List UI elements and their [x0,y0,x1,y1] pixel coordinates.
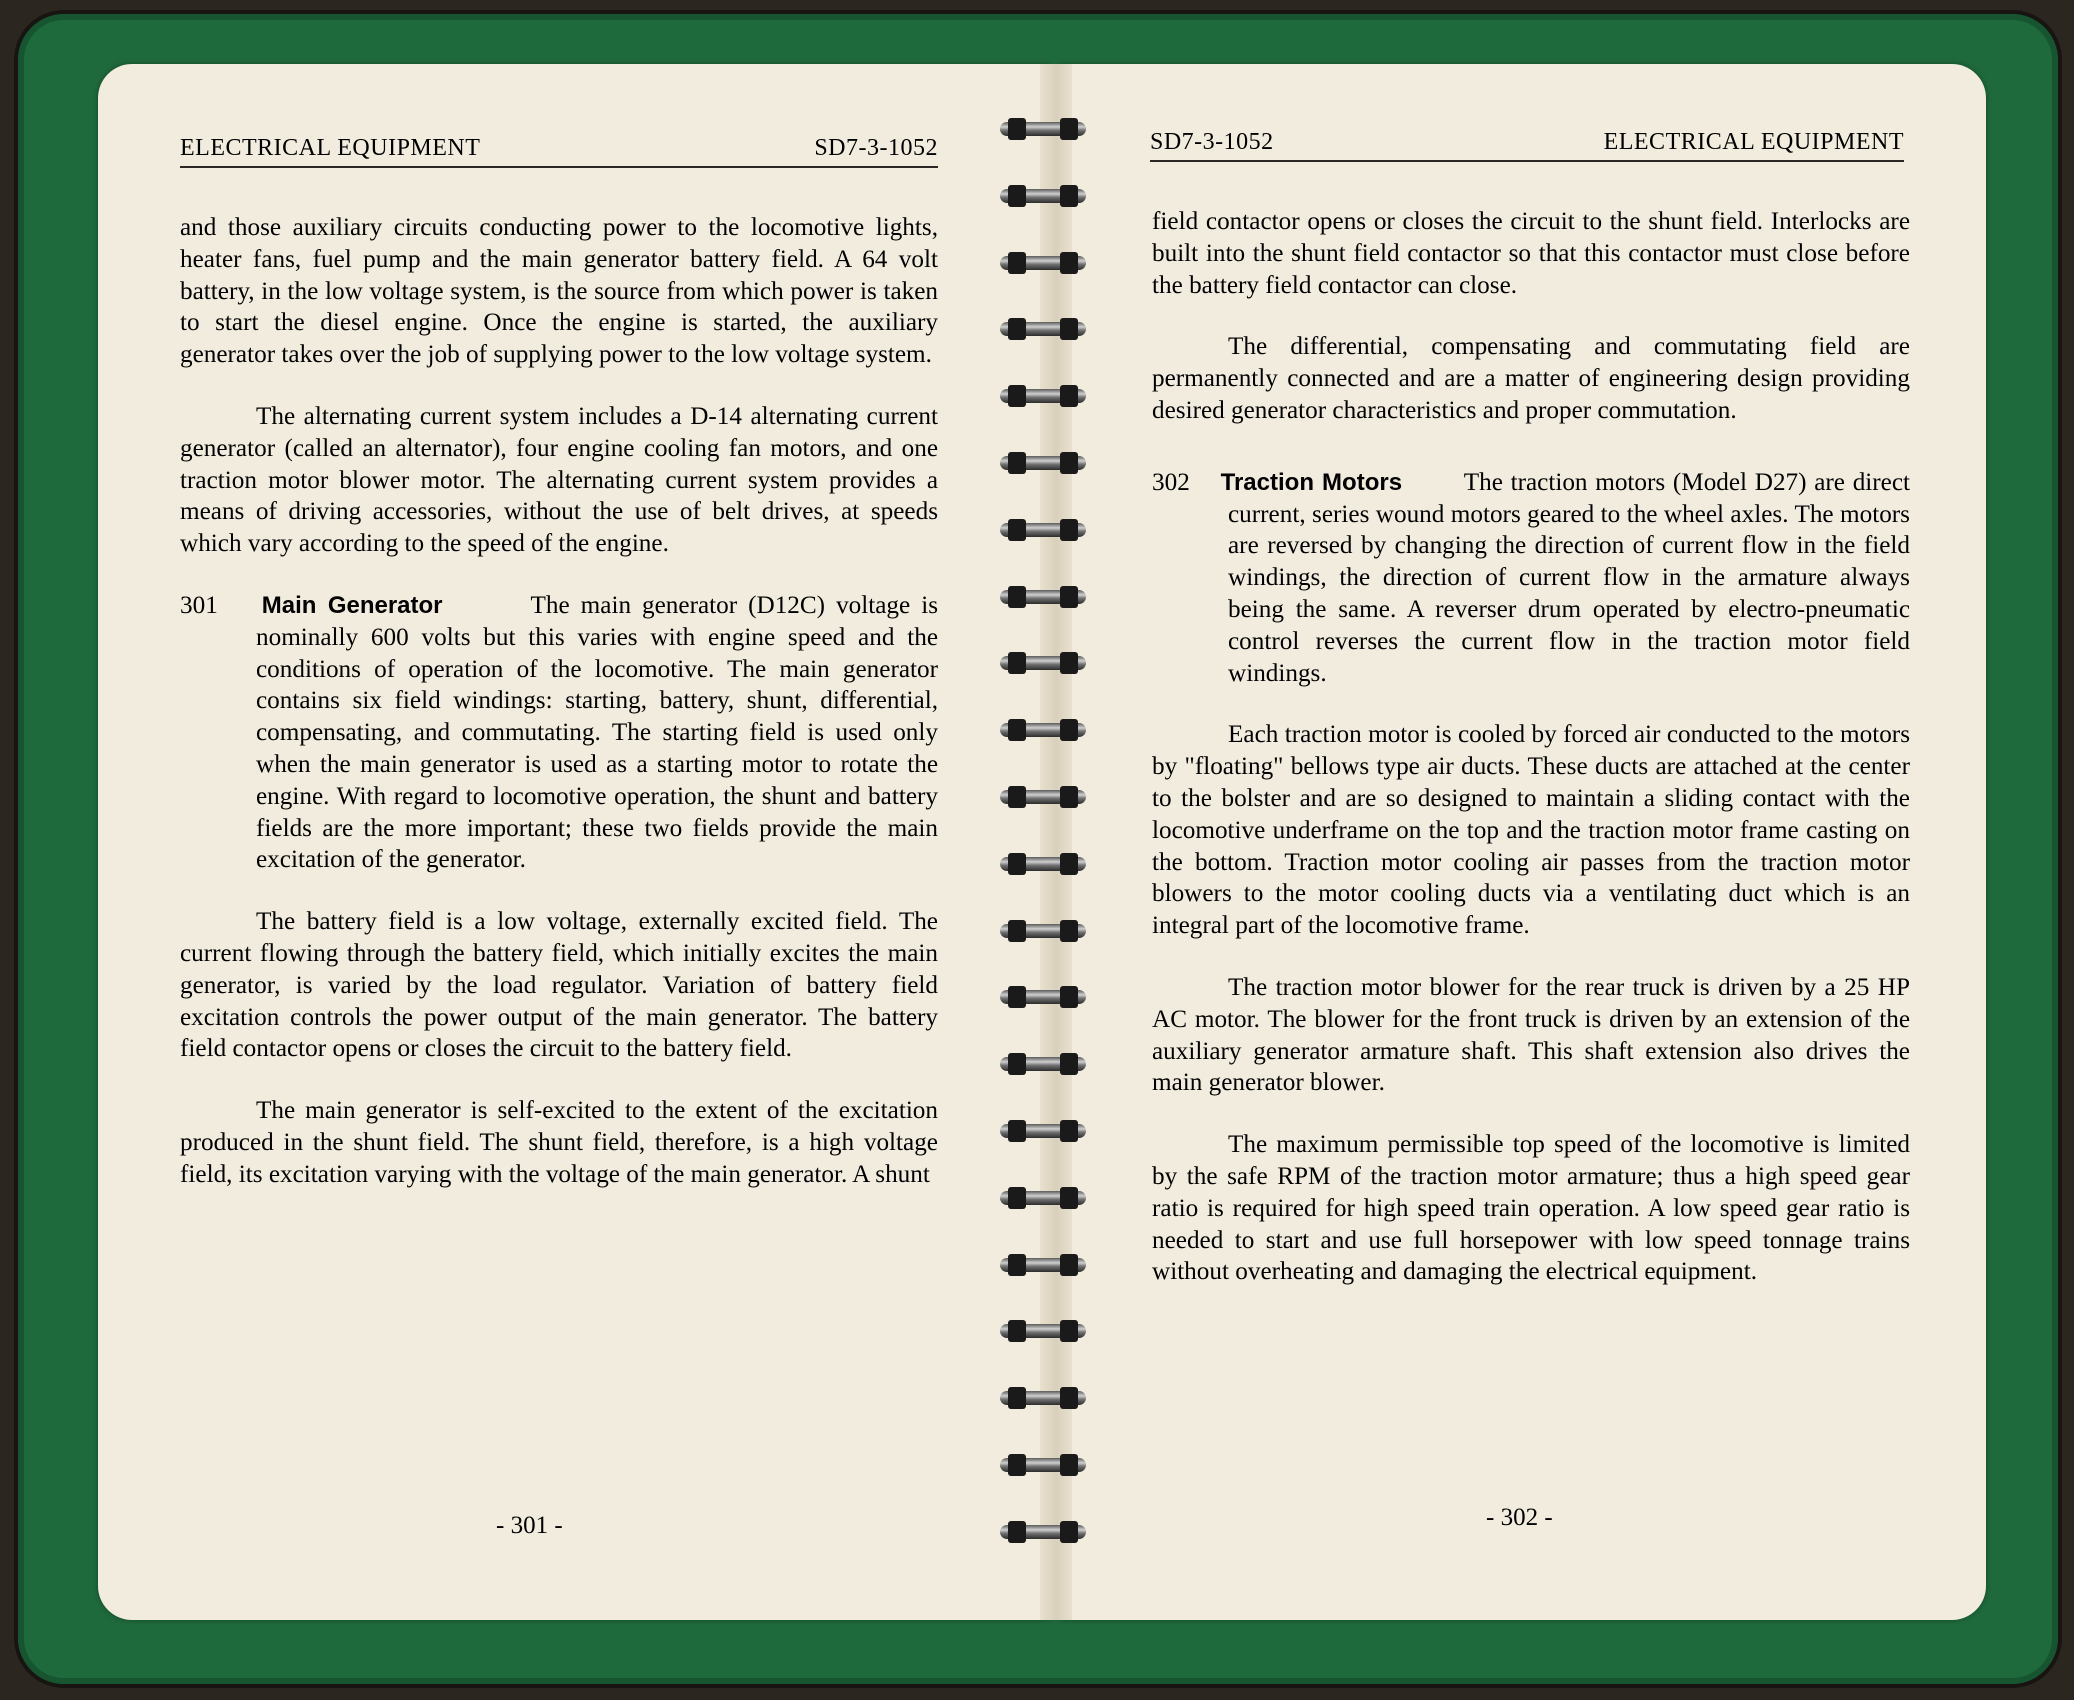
spiral-coil [1000,717,1086,743]
section-text: The traction motors (Model D27) are direct current, series wound motors geared to the wheel axles. The motors are reversed by changing the direction of current flow in the field windings, the direction of current flow in the armature always being the same. A reverser drum operated by electro-pneumatic control reverses the current flow in the traction motor field windings. [1228,468,1911,687]
spiral-coil [1000,316,1086,342]
spiral-coil [1000,1385,1086,1411]
spiral-coil [1000,517,1086,543]
paragraph: Each traction motor is cooled by forced air conducted to the motors by "floating" bellows type air ducts. These ducts are attached at the center to the bolster and are so designed to maintain a sliding contact with the locomotive underframe on the top and the traction motor frame casting on the bottom. Traction motor cooling air passes from the traction motor blowers to the motor cooling ducts via a ventilating duct which is an integral part of the locomotive frame. [1152,721,1910,940]
spiral-coil [1000,1118,1086,1144]
left-header-title: ELECTRICAL EQUIPMENT [180,135,481,161]
section-number: 301 [180,591,218,619]
paragraph: The traction motor blower for the rear truck is driven by a 25 HP AC motor. The blower for the front truck is driven by an extension of the auxiliary generator armature shaft. This shaft extension also drives the main generator blower. [1152,973,1910,1097]
spiral-coil [1000,1051,1086,1077]
spiral-coil [1000,1252,1086,1278]
left-running-header [180,132,938,168]
right-page-body [1152,206,1910,1288]
spiral-coil [1000,984,1086,1010]
section-number: 302 [1152,468,1190,496]
paragraph: and those auxiliary circuits conducting power to the locomotive lights, heater fans, fuel pump and the main generator battery field. A 64 volt battery, in the low voltage system, is the source from which power is taken to start the diesel engine. Once the engine is started, the auxiliary generator takes over the job of supplying power to the low voltage system. [180,214,938,369]
left-page-body [180,212,938,1191]
right-running-header [1150,126,1904,162]
spiral-coil [1000,784,1086,810]
left-header-code: SD7-3-1052 [814,135,938,161]
right-page-number: - 302 - [1486,1504,1553,1531]
paragraph: field contactor opens or closes the circuit to the shunt field. Interlocks are built into the shunt field contactor so that this contactor must close before the battery field contactor can close. [1152,208,1910,299]
spiral-coil [1000,116,1086,142]
spiral-coil [1000,250,1086,276]
spiral-coil [1000,918,1086,944]
spiral-coil [1000,1185,1086,1211]
section-302 [1152,467,1910,690]
section-301 [180,590,938,876]
spiral-coil [1000,383,1086,409]
left-page-number: - 301 - [496,1512,563,1539]
paragraph: The differential, compensating and commutating field are permanently connected and are a matter of engineering design providing desired generator characteristics and proper commutation. [1152,333,1910,424]
spiral-coil [1000,1318,1086,1344]
spiral-coil [1000,650,1086,676]
section-title: Traction Motors [1220,468,1403,496]
section-text: The main generator (D12C) voltage is nominally 600 volts but this varies with engine speed and the conditions of operation of the locomotive. The main generator contains six field windings: starting, battery, shunt, differential, compensating, and commutating. The starting field is used only when the main generator is used as a starting motor to rotate the engine. With regard to locomotive operation, the shunt and battery fields are the more important; these two fields provide the main excitation of the generator. [256,591,939,874]
spiral-coil [1000,450,1086,476]
section-title: Main Generator [261,591,443,619]
paragraph: The battery field is a low voltage, externally excited field. The current flowing through the battery field, which initially excites the main generator, is varied by the load regulator. Variation of battery field excitation controls the power output of the main generator. The battery field contactor opens or closes the circuit to the battery field. [180,908,938,1063]
spiral-coil [1000,1519,1086,1545]
paragraph: The main generator is self-excited to the extent of the excitation produced in the shunt field. The shunt field, therefore, is a high voltage field, its excitation varying with the voltage of the main generator. A shunt [180,1097,938,1188]
spiral-coil [1000,1452,1086,1478]
paragraph: The alternating current system includes a D-14 alternating current generator (called an alternator), four engine cooling fan motors, and one traction motor blower motor. The alternating current system provides a means of driving accessories, without the use of belt drives, at speeds which vary according to the speed of the engine. [180,402,938,558]
right-header-title: ELECTRICAL EQUIPMENT [1603,129,1904,155]
spiral-coil [1000,584,1086,610]
right-header-code: SD7-3-1052 [1150,129,1274,155]
spiral-coil [1000,183,1086,209]
paragraph: The maximum permissible top speed of the locomotive is limited by the safe RPM of the traction motor armature; thus a high speed gear ratio is required for high speed train operation. A low speed gear ratio is needed to start and use full horsepower with low speed tonnage trains without overheating and damaging the electrical equipment. [1152,1131,1910,1286]
spiral-coil [1000,851,1086,877]
